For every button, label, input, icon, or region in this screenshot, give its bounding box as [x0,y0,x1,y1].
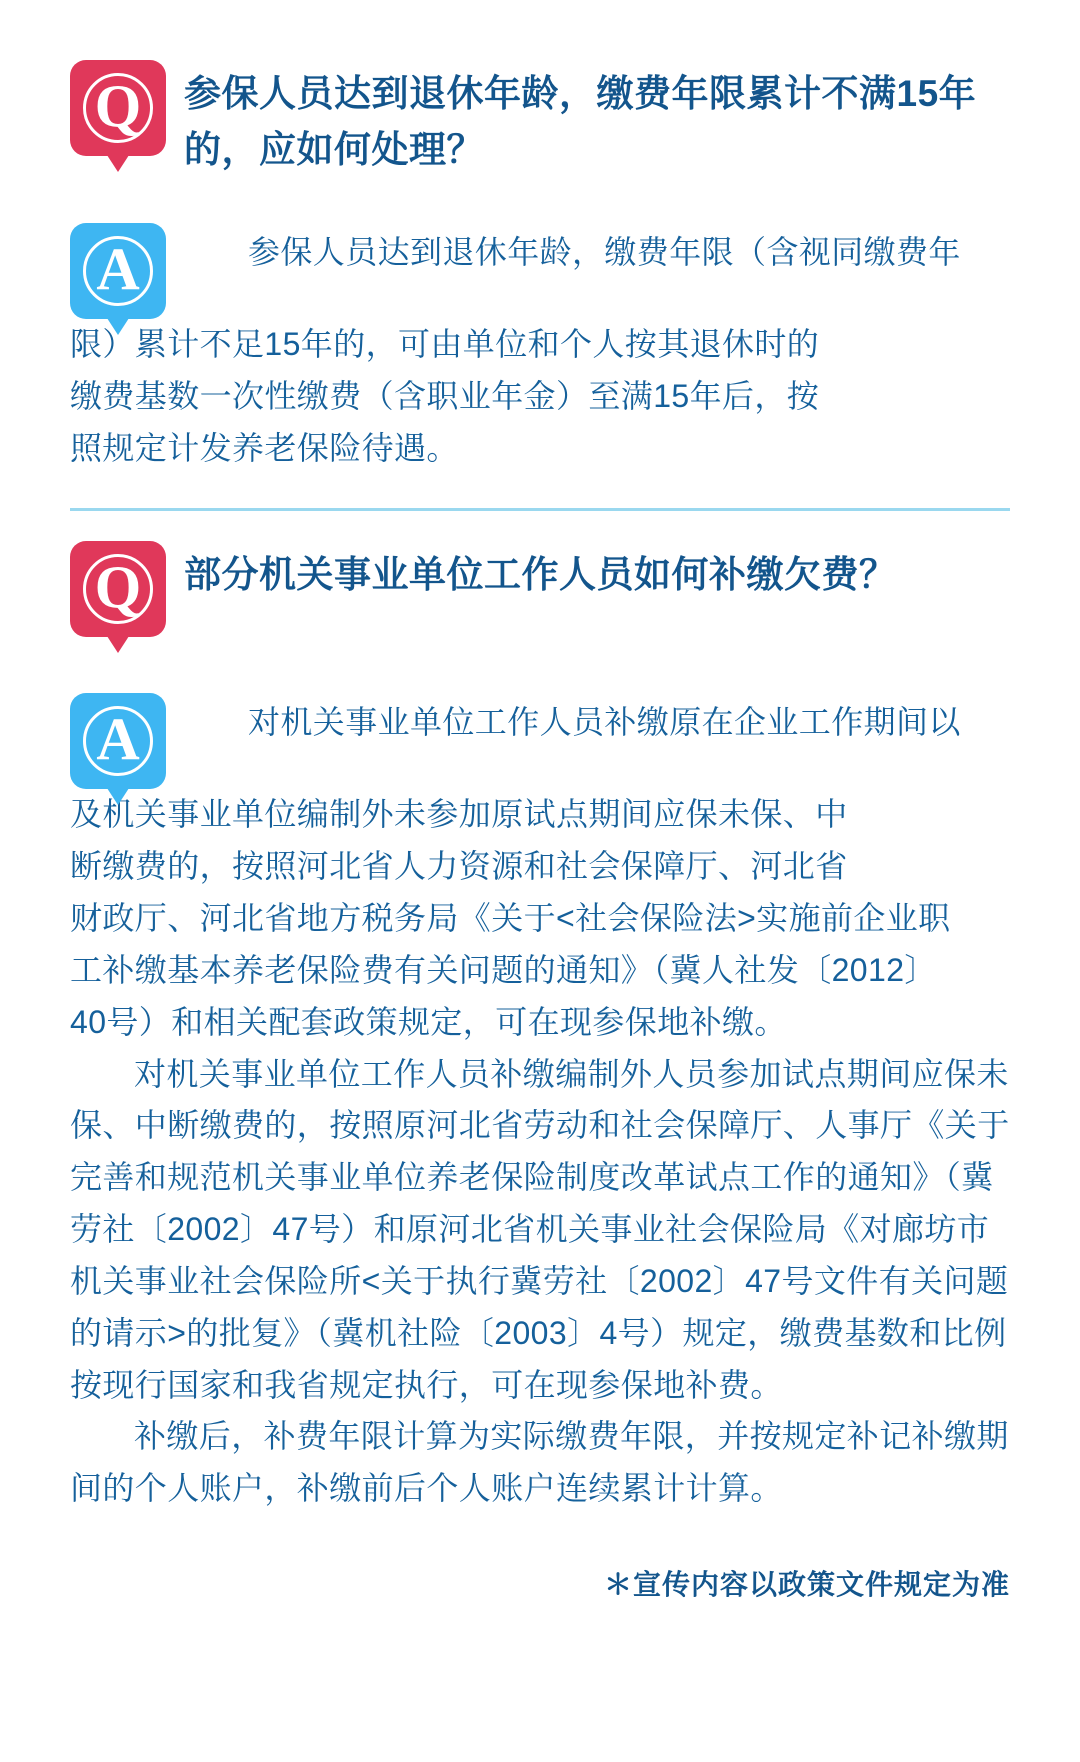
answer-line: 限）累计不足15年的，可由单位和个人按其退休时的 [70,326,820,362]
answer-badge-icon [70,693,166,789]
answer-text-1-head [184,223,1010,279]
answer-line: 40号）和相关配套政策规定，可在现参保地补缴。 [70,1003,787,1040]
answer-paragraph: 对机关事业单位工作人员补缴编制外人员参加试点期间应保未保、中断缴费的，按照原河北省劳动和社会保障厅、人事厅《关于完善和规范机关事业单位养老保险制度改革试点工作的通知》（冀劳社〔2002〕47号）和原河北省机关事业社会保险局《对廊坊市机关事业社会保险所<关于执行冀劳社〔2002〕47号文件有关问题的请示>的批复》（冀机社险〔2003〕4号）规定，缴费基数和比例按现行国家和我省规定执行，可在现参保地补费。 [70,1055,1010,1403]
question-badge-icon [70,541,166,637]
question-text-1: 参保人员达到退休年龄，缴费年限累计不满15年的，应如何处理？ [184,73,977,170]
answer-row-1 [70,223,1010,319]
answer-line: 工补缴基本养老保险费有关问题的通知》（冀人社发〔2012〕 [70,951,937,988]
section-divider [70,508,1010,511]
question-badge-letter: Q [83,73,153,143]
answer-line: 财政厅、河北省地方税务局《关于<社会保险法>实施前企业职 [70,900,951,937]
answer-paragraph: 补缴后，补费年限计算为实际缴费年限，并按规定补记补缴期间的个人账户，补缴前后个人账户连续累计计算。 [70,1418,1009,1507]
question-badge-icon [70,60,166,156]
answer-line: 断缴费的，按照河北省人力资源和社会保障厅、河北省 [70,848,848,885]
footnote: ＊宣传内容以政策文件规定为准 [603,1569,1010,1601]
answer-badge-icon [70,223,166,319]
answer-line: 照规定计发养老保险待遇。 [70,429,459,466]
answer-text-2-rest [70,789,1010,1515]
answer-line: 缴费基数一次性缴费（含职业年金）至满15年后，按 [70,377,820,414]
answer-line: 及机关事业单位编制外未参加原试点期间应保未保、中 [70,796,848,833]
answer-text-2-head [184,693,1010,749]
answer-badge-letter: A [83,706,153,776]
qa-block-1 [70,60,1010,474]
answer-line: 参保人员达到退休年龄，缴费年限（含视同缴费年 [248,234,961,270]
answer-row-2 [70,693,1010,789]
question-row-1 [70,60,1010,177]
question-text-2: 部分机关事业单位工作人员如何补缴欠费？ [184,554,897,596]
question-row-2 [70,541,1010,637]
answer-badge-letter: A [83,236,153,306]
question-badge-letter: Q [83,554,153,624]
qa-block-2 [70,541,1010,1515]
answer-text-1-rest [70,319,1010,474]
answer-line: 对机关事业单位工作人员补缴原在企业工作期间以 [248,704,961,741]
